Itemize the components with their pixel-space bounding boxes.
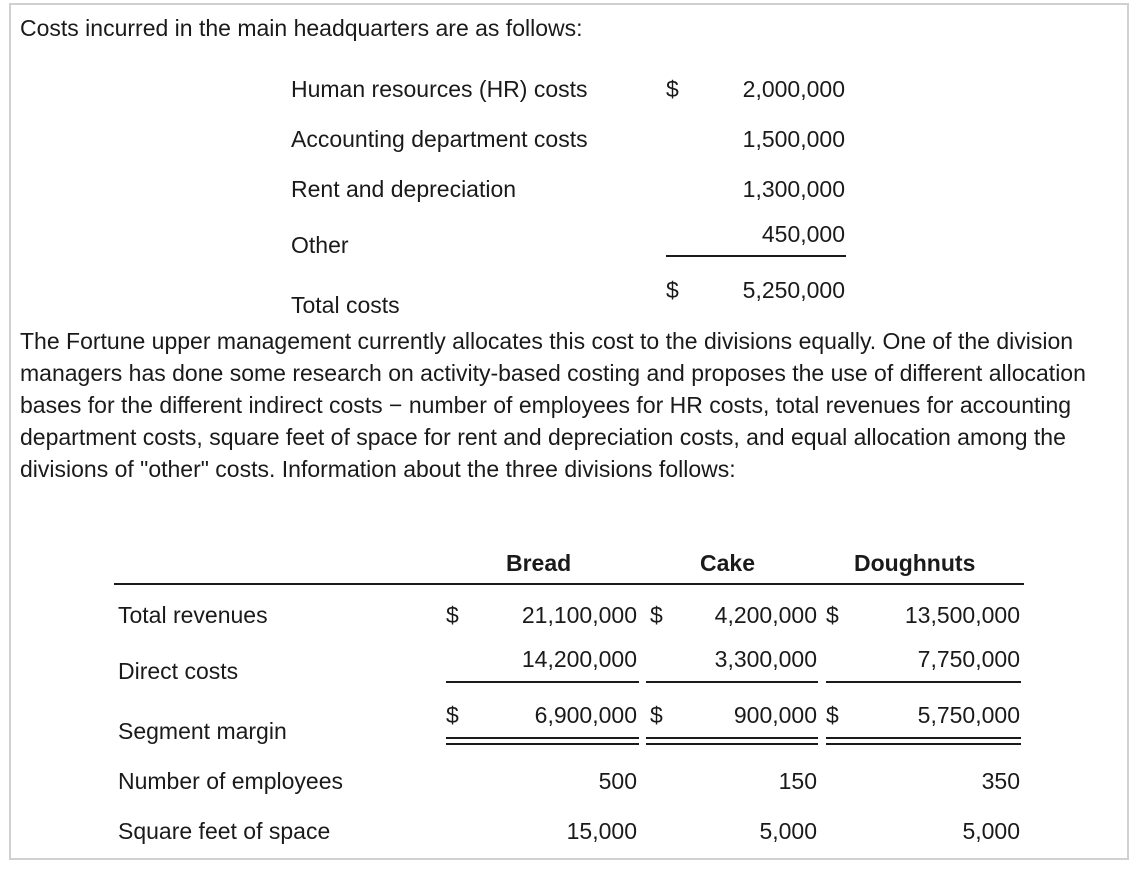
total-double-rule — [646, 737, 818, 745]
hq-total-amount: 5,250,000 — [742, 277, 845, 303]
cell-bread: 6,900,000 — [534, 702, 637, 728]
intro-text: Costs incurred in the main headquarters are as follows: — [20, 15, 583, 41]
currency-symbol: $ — [826, 602, 839, 628]
hq-row-amount: 450,000 — [761, 221, 845, 247]
row-label-direct-costs: Direct costs — [118, 658, 239, 684]
column-header-bread: Bread — [506, 550, 572, 576]
currency-symbol: $ — [666, 277, 679, 303]
subtotal-rule — [646, 681, 818, 683]
cell-bread: 500 — [598, 768, 637, 794]
hq-row-amount: 1,500,000 — [742, 126, 845, 152]
column-header-cake: Cake — [700, 550, 755, 576]
cell-cake: 5,000 — [759, 818, 817, 844]
cell-doughnuts: 350 — [981, 768, 1020, 794]
hq-row-label: Other — [291, 232, 349, 258]
cell-doughnuts: 13,500,000 — [904, 602, 1020, 628]
cell-bread: 21,100,000 — [521, 602, 637, 628]
cell-doughnuts: 7,750,000 — [917, 646, 1020, 672]
cell-bread: 14,200,000 — [521, 646, 637, 672]
cell-cake: 4,200,000 — [714, 602, 817, 628]
cell-bread: 15,000 — [566, 818, 637, 844]
currency-symbol: $ — [666, 76, 679, 102]
currency-symbol: $ — [650, 702, 663, 728]
currency-symbol: $ — [826, 702, 839, 728]
hq-total-label: Total costs — [291, 292, 400, 318]
cell-cake: 3,300,000 — [714, 646, 817, 672]
description-paragraph: The Fortune upper management currently allocates this cost to the divisions equally. One of the division managers has done some research on activity-based costing and proposes the use of different allocation bases for the different indirect costs − number of employees for HR costs, total revenues for accounting department costs, square feet of space for rent and depreciation costs, and equal allocation among the divisions of "other" costs. Information about the three divisions follows: — [20, 328, 1086, 482]
currency-symbol: $ — [650, 602, 663, 628]
hq-row-amount: 2,000,000 — [742, 76, 845, 102]
row-label-employees: Number of employees — [118, 768, 343, 794]
total-double-rule — [446, 737, 639, 745]
subtotal-rule — [666, 255, 846, 257]
header-rule — [114, 583, 1024, 585]
column-header-doughnuts: Doughnuts — [854, 550, 976, 576]
row-label-segment-margin: Segment margin — [118, 718, 287, 744]
hq-row-amount: 1,300,000 — [742, 176, 845, 202]
hq-row-label: Human resources (HR) costs — [291, 76, 588, 102]
currency-symbol: $ — [446, 702, 459, 728]
subtotal-rule — [826, 681, 1021, 683]
hq-row-label: Accounting department costs — [291, 126, 588, 152]
cell-doughnuts: 5,000 — [962, 818, 1020, 844]
cell-doughnuts: 5,750,000 — [917, 702, 1020, 728]
cell-cake: 150 — [778, 768, 817, 794]
hq-row-label: Rent and depreciation — [291, 176, 517, 202]
row-label-square-feet: Square feet of space — [118, 818, 331, 844]
row-label-total-revenues: Total revenues — [118, 602, 268, 628]
cell-cake: 900,000 — [733, 702, 817, 728]
total-double-rule — [826, 737, 1021, 745]
subtotal-rule — [446, 681, 639, 683]
currency-symbol: $ — [446, 602, 459, 628]
